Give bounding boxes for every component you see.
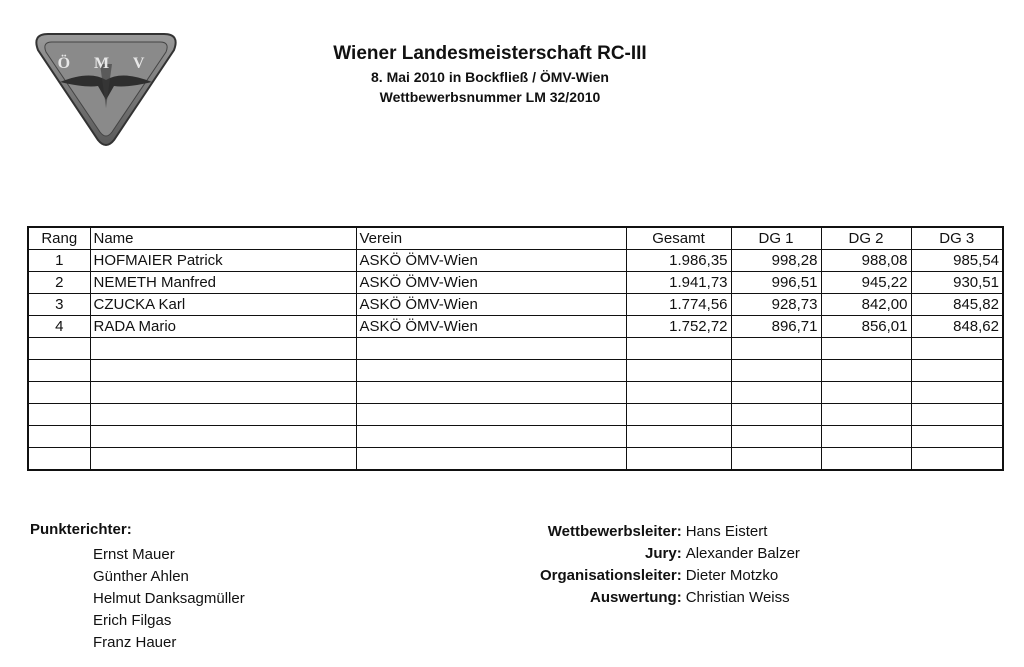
document-title: Wiener Landesmeisterschaft RC-III (333, 43, 647, 64)
judge-name: Ernst Mauer (93, 546, 175, 563)
cell-dg2: 945,22 (821, 272, 911, 294)
judge-name: Günther Ahlen (93, 568, 189, 585)
table-row (28, 316, 1003, 338)
table-row (28, 250, 1003, 272)
cell-verein: ASKÖ ÖMV-Wien (356, 316, 626, 338)
official-role: Wettbewerbsleiter: (547, 523, 682, 540)
official-name: Christian Weiss (685, 589, 790, 606)
official-name: Hans Eistert (685, 523, 768, 540)
column-header-dg3: DG 3 (911, 227, 1003, 250)
cell-name: HOFMAIER Patrick (90, 250, 356, 272)
logo-text: Ö M V (57, 55, 155, 72)
cell-dg3: 848,62 (911, 316, 1003, 338)
document-header (270, 42, 710, 106)
cell-gesamt: 1.774,56 (626, 294, 731, 316)
official-name: Alexander Balzer (685, 545, 800, 562)
cell-verein: ASKÖ ÖMV-Wien (356, 294, 626, 316)
event-date-location: 8. Mai 2010 in Bockfließ / ÖMV-Wien (371, 69, 609, 85)
cell-gesamt: 1.752,72 (626, 316, 731, 338)
cell-rang: 2 (28, 272, 90, 294)
column-header-rang: Rang (28, 227, 90, 250)
official-role: Jury: (645, 545, 682, 562)
official-role: Organisationsleiter: (540, 567, 682, 584)
cell-dg1: 896,71 (731, 316, 821, 338)
judge-name: Franz Hauer (93, 634, 177, 651)
cell-name: CZUCKA Karl (90, 294, 356, 316)
official-row (540, 543, 804, 565)
official-role: Auswertung: (590, 589, 682, 606)
cell-name: RADA Mario (90, 316, 356, 338)
judges-section (30, 520, 245, 654)
table-header-row (28, 227, 1003, 250)
cell-verein: ASKÖ ÖMV-Wien (356, 272, 626, 294)
cell-rang: 3 (28, 294, 90, 316)
empty-table-row (28, 404, 1003, 426)
cell-dg2: 856,01 (821, 316, 911, 338)
empty-table-row (28, 338, 1003, 360)
table-row (28, 294, 1003, 316)
cell-verein: ASKÖ ÖMV-Wien (356, 250, 626, 272)
column-header-dg1: DG 1 (731, 227, 821, 250)
cell-dg2: 842,00 (821, 294, 911, 316)
cell-dg2: 988,08 (821, 250, 911, 272)
cell-rang: 1 (28, 250, 90, 272)
official-name: Dieter Motzko (685, 567, 779, 584)
officials-section (540, 521, 804, 609)
column-header-dg2: DG 2 (821, 227, 911, 250)
cell-dg3: 845,82 (911, 294, 1003, 316)
empty-table-row (28, 360, 1003, 382)
competition-number: Wettbewerbsnummer LM 32/2010 (379, 89, 601, 105)
cell-dg3: 930,51 (911, 272, 1003, 294)
cell-dg3: 985,54 (911, 250, 1003, 272)
judges-label: Punkterichter: (30, 521, 132, 538)
cell-rang: 4 (28, 316, 90, 338)
column-header-name: Name (90, 227, 356, 250)
judges-list (93, 544, 245, 654)
empty-table-row (28, 382, 1003, 404)
empty-table-row (28, 426, 1003, 448)
cell-gesamt: 1.986,35 (626, 250, 731, 272)
column-header-verein: Verein (356, 227, 626, 250)
cell-dg1: 928,73 (731, 294, 821, 316)
results-table (27, 226, 1004, 471)
empty-table-row (28, 448, 1003, 471)
cell-dg1: 996,51 (731, 272, 821, 294)
column-header-gesamt: Gesamt (626, 227, 731, 250)
omv-logo (30, 30, 182, 148)
cell-gesamt: 1.941,73 (626, 272, 731, 294)
official-row (540, 565, 804, 587)
judge-name: Helmut Danksagmüller (93, 590, 245, 607)
table-row (28, 272, 1003, 294)
cell-dg1: 998,28 (731, 250, 821, 272)
judge-name: Erich Filgas (93, 612, 172, 629)
official-row (540, 587, 804, 609)
cell-name: NEMETH Manfred (90, 272, 356, 294)
official-row (540, 521, 804, 543)
